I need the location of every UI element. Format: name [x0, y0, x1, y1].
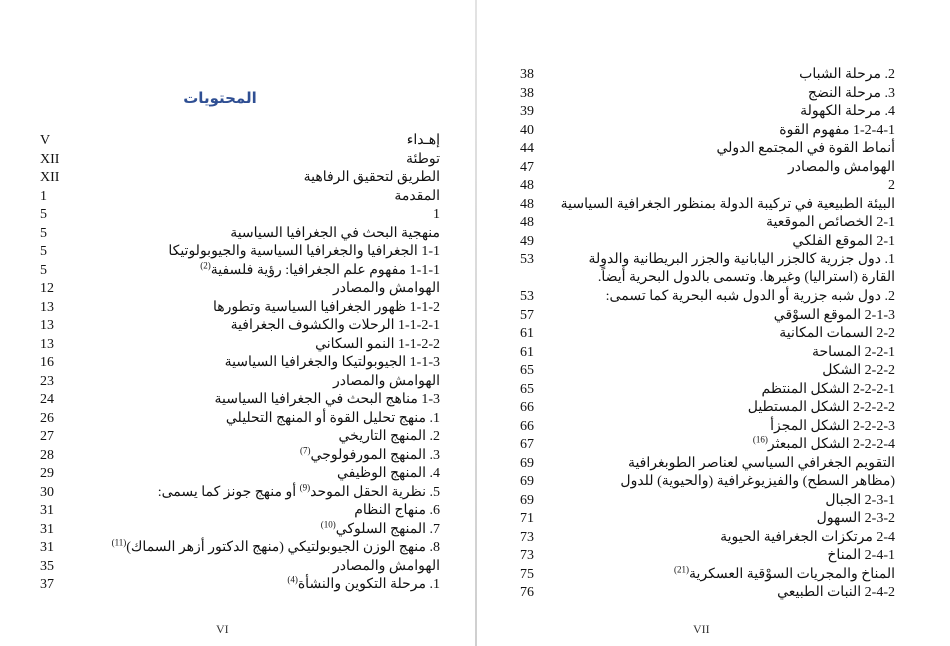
toc-entry [520, 381, 895, 400]
toc-entry [520, 418, 895, 437]
toc-entry-page-number: 37 [40, 577, 54, 592]
toc-entry-title [560, 103, 895, 121]
toc-entry [40, 354, 440, 373]
toc-entry [520, 563, 895, 585]
footnote-marker: (11) [111, 537, 127, 548]
toc-entry-page-number: 44 [520, 141, 534, 156]
toc-entry [520, 122, 895, 141]
toc-entry-page-number: 73 [520, 529, 534, 545]
toc-entry [520, 473, 895, 492]
toc-entry [520, 436, 895, 455]
toc-entry [520, 492, 895, 511]
toc-entry [520, 159, 895, 178]
toc-entry [40, 410, 440, 429]
toc-entry-page-number: 65 [520, 381, 534, 397]
toc-entry [40, 518, 440, 540]
toc-entry-title [105, 502, 440, 520]
toc-entry-page-number: 69 [520, 492, 534, 508]
toc-entry [40, 280, 440, 299]
toc-entry-title [560, 251, 895, 287]
toc-entry-page-number: V [40, 133, 51, 148]
toc-entry-title [560, 455, 895, 473]
toc-entry-title [105, 299, 440, 317]
toc-entry-page-number: 69 [520, 474, 534, 489]
toc-entry-title [560, 85, 895, 103]
toc-entry-page-number: 66 [520, 418, 534, 434]
toc-entry-title-text: 2-2-2 الشكل [822, 363, 895, 378]
toc-entry [40, 373, 440, 392]
toc-entry-title-text: أنماط القوة في المجتمع الدولي [716, 141, 895, 156]
toc-entry-title [560, 473, 895, 491]
toc-entry-title [560, 547, 895, 565]
toc-entry-title-text: 4. المنهج الوظيفي [337, 466, 440, 481]
toc-entry-title-text: 2-2-1 المساحة [812, 344, 895, 360]
toc-entry-title [560, 140, 895, 158]
toc-entry-page-number: 53 [520, 289, 534, 304]
toc-entry-title [105, 169, 440, 187]
toc-entry-title-text: المقدمة [394, 188, 440, 204]
toc-entry-title [105, 243, 440, 261]
toc-entry-page-number: 61 [520, 344, 534, 360]
toc-entry [40, 428, 440, 447]
toc-entry [520, 288, 895, 307]
toc-entry-title-text: 2. دول شبه جزرية أو الدول شبه البحرية كما تسمى: [605, 289, 895, 304]
toc-entry-page-number: 5 [40, 262, 47, 278]
toc-entry-title-text: 1-1-2-2 النمو السكاني [315, 336, 440, 352]
toc-entry [520, 66, 895, 85]
toc-entry-page-number: 49 [520, 233, 534, 249]
toc-entry-title [560, 381, 895, 399]
toc-entry-title-text: 7. المنهج السلوكي [335, 521, 440, 537]
toc-entry-title-text: 1-1-3 الجيوبولتيكا والجغرافيا السياسية [224, 355, 440, 370]
toc-entry-page-number: 71 [520, 511, 534, 526]
contents-heading: المحتويات [183, 89, 257, 107]
toc-entry-title-text: 1. منهج تحليل القوة أو المنهج التحليلي [225, 410, 440, 426]
toc-entry [40, 299, 440, 318]
toc-entry [520, 233, 895, 252]
toc-entry-title [560, 307, 895, 325]
toc-entry-title [105, 317, 440, 335]
toc-entry-title-text: 3. المنهج المورفولوجي [310, 447, 440, 463]
toc-entry-title [105, 354, 440, 372]
toc-entry-title-text: 2-4-2 النبات الطبيعي [777, 585, 895, 600]
toc-entry-page-number: 27 [40, 429, 54, 444]
toc-entry [40, 502, 440, 521]
toc-entry-title-text: 3. مرحلة النضج [807, 85, 895, 101]
toc-entry-title [105, 410, 440, 428]
toc-entry [520, 399, 895, 418]
toc-entry [520, 455, 895, 474]
toc-entry-title-text: 8. منهج الوزن الجيوبولتيكي (منهج الدكتور أزهر السماك) [126, 540, 440, 555]
toc-entry-page-number: 57 [520, 307, 534, 323]
toc-entry-page-number: 48 [520, 215, 534, 230]
toc-entry-title [560, 436, 895, 454]
toc-entry-title-text: الطريق لتحقيق الرفاهية [303, 170, 440, 185]
toc-entry-title-text: 2. المنهج التاريخي [338, 429, 440, 444]
toc-entry-title [105, 373, 440, 391]
toc-entry-page-number: 5 [40, 207, 47, 222]
toc-list-right [520, 66, 895, 603]
toc-entry-title [105, 280, 440, 298]
toc-entry [520, 584, 895, 603]
toc-entry-title-text: الهوامش والمصادر [788, 159, 895, 175]
toc-entry-title [105, 428, 440, 446]
toc-entry-title [105, 576, 440, 594]
toc-entry [40, 132, 440, 151]
toc-entry-page-number: 73 [520, 548, 534, 563]
toc-entry-title [560, 214, 895, 232]
toc-entry-title [105, 539, 440, 557]
toc-entry-title-text: 2-2-2-3 الشكل المجزأ [770, 418, 895, 434]
toc-entry-title-text: 1 [433, 207, 440, 222]
toc-entry [520, 140, 895, 159]
toc-entry-page-number: 75 [520, 566, 534, 582]
toc-entry [40, 539, 440, 558]
toc-entry-page-number: 35 [40, 558, 54, 574]
toc-entry-title-continuation: أو منهج جونز كما يسمى: [157, 484, 300, 500]
toc-entry-page-number: 29 [40, 466, 54, 481]
toc-entry-title-text: 1-3 مناهج البحث في الجغرافيا السياسية [214, 392, 440, 407]
toc-entry-title [560, 529, 895, 547]
toc-entry-title-text: 2-3-2 السهول [816, 511, 895, 526]
toc-entry [40, 336, 440, 355]
toc-entry [520, 177, 895, 196]
toc-entry-page-number: 67 [520, 437, 534, 452]
toc-entry-title-text: 2-1-3 الموقع السوْقي [773, 307, 895, 323]
toc-entry [40, 169, 440, 188]
toc-entry-title [105, 336, 440, 354]
toc-entry-title [105, 225, 440, 243]
toc-entry-title-text: منهجية البحث في الجغرافيا السياسية [230, 225, 440, 241]
toc-entry-title [560, 66, 895, 84]
toc-entry-page-number: 30 [40, 484, 54, 500]
toc-entry-title-text: الهوامش والمصادر [333, 373, 440, 389]
toc-entry [40, 465, 440, 484]
toc-entry-title-text: 1-1 الجغرافيا والجغرافيا السياسية والجيوبولوتيكا [168, 244, 440, 259]
toc-entry-page-number: 23 [40, 373, 54, 389]
toc-entry-title [105, 481, 440, 502]
toc-entry-title-text: توطئة [405, 151, 440, 167]
footnote-marker: (4) [287, 574, 298, 585]
toc-entry [40, 225, 440, 244]
toc-entry-title-text: 2 [888, 178, 895, 193]
toc-entry [520, 196, 895, 215]
toc-entry-title [105, 151, 440, 169]
toc-entry-title-text: 4. مرحلة الكهولة [800, 104, 895, 119]
toc-entry-page-number: 5 [40, 244, 47, 259]
toc-entry-title [105, 518, 440, 539]
toc-entry [520, 251, 895, 288]
toc-entry-title-text: 2-3-1 الجبال [825, 492, 895, 508]
toc-entry [40, 188, 440, 207]
toc-entry-title-text: 2-1 الموقع الفلكي [792, 233, 895, 249]
toc-entry-title [105, 558, 440, 576]
toc-entry-title [560, 233, 895, 251]
toc-entry-title-text: 2-2-2-4 الشكل المبعثر [767, 437, 895, 452]
toc-entry-page-number: 38 [520, 67, 534, 82]
toc-entry [520, 214, 895, 233]
toc-entry-title [105, 188, 440, 206]
footnote-marker: (16) [752, 434, 768, 445]
footnote-marker: (9) [299, 481, 311, 492]
toc-entry-page-number: 13 [40, 299, 54, 315]
toc-entry-title [105, 444, 440, 465]
toc-entry-page-number: 40 [520, 122, 534, 138]
toc-entry-title [560, 362, 895, 380]
toc-entry-page-number: 39 [520, 104, 534, 119]
toc-entry [520, 362, 895, 381]
toc-entry-page-number: 53 [520, 252, 534, 267]
toc-entry-title [560, 399, 895, 417]
toc-entry-page-number: 13 [40, 318, 54, 333]
toc-entry-page-number: 69 [520, 455, 534, 471]
toc-entry [520, 85, 895, 104]
toc-entry-title-text: 2-2-2-2 الشكل المستطيل [747, 400, 895, 415]
toc-entry-title-text: التقويم الجغرافي السياسي لعناصر الطوبغرافية [627, 455, 895, 471]
toc-entry-title [560, 122, 895, 140]
toc-entry [40, 206, 440, 225]
toc-entry [40, 151, 440, 170]
toc-entry-title [560, 418, 895, 436]
toc-entry [520, 344, 895, 363]
footnote-marker: (10) [320, 518, 336, 529]
toc-entry-page-number: 47 [520, 159, 534, 175]
toc-entry [40, 444, 440, 466]
toc-entry-page-number: XII [40, 170, 60, 185]
toc-entry-title-text: 2-2 السمات المكانية [779, 326, 895, 341]
toc-entry-page-number: 76 [520, 585, 534, 600]
toc-entry-title-text: 2-1 الخصائص الموقعية [766, 215, 895, 230]
toc-entry-page-number: 13 [40, 336, 54, 352]
toc-entry [40, 558, 440, 577]
toc-entry [520, 510, 895, 529]
toc-entry-title-text: 2. مرحلة الشباب [799, 67, 895, 82]
toc-entry-title [560, 344, 895, 362]
toc-entry-title-text: 1-1-1 مفهوم علم الجغرافيا: رؤية فلسفية [210, 262, 440, 278]
toc-entry-title [105, 259, 440, 280]
toc-entry [40, 317, 440, 336]
toc-entry-title-text: 2-4 مرتكزات الجغرافية الحيوية [720, 529, 895, 545]
toc-entry-page-number: 31 [40, 540, 54, 555]
toc-entry-title [560, 159, 895, 177]
toc-entry-title-text: 1-1-2 ظهور الجغرافيا السياسية وتطورها [212, 299, 440, 315]
toc-entry-page-number: 26 [40, 410, 54, 426]
toc-entry [520, 103, 895, 122]
toc-entry-page-number: 48 [520, 178, 534, 193]
toc-entry [40, 243, 440, 262]
toc-entry [520, 529, 895, 548]
toc-entry-title [560, 177, 895, 195]
toc-entry-title-text: 2-4-1 المناخ [827, 548, 895, 563]
toc-entry [520, 307, 895, 326]
toc-entry-page-number: 31 [40, 503, 54, 518]
toc-entry-title-text: المناخ والمجريات السوْقية العسكرية [689, 566, 895, 582]
toc-entry-title [105, 132, 440, 150]
toc-entry-title-text: 6. منهاج النظام [354, 503, 440, 518]
toc-entry [40, 576, 440, 595]
toc-entry-title-text: (مظاهر السطح) والفيزيوغرافية (والحيوية) للدول [620, 474, 895, 489]
toc-entry [520, 325, 895, 344]
toc-entry-page-number: 24 [40, 392, 54, 407]
toc-entry-title [560, 492, 895, 510]
toc-entry-title [560, 563, 895, 584]
page-number-right: VII [693, 622, 710, 636]
footnote-marker: (21) [674, 563, 690, 574]
toc-entry-title-text: 5. نظرية الحقل الموحد [310, 484, 440, 500]
toc-entry-title [105, 465, 440, 483]
toc-entry-title-text: إهـداء [406, 133, 440, 148]
toc-entry-title [560, 510, 895, 528]
toc-entry-title [560, 196, 895, 214]
toc-entry-page-number: 5 [40, 225, 47, 241]
toc-entry-page-number: 28 [40, 447, 54, 463]
toc-entry-page-number: 16 [40, 355, 54, 370]
toc-entry-title [560, 584, 895, 602]
toc-entry-title [560, 288, 895, 306]
toc-entry-title-text: البيئة الطبيعية في تركيبة الدولة بمنظور الجغرافية السياسية [560, 196, 895, 212]
page-number-left: VI [216, 622, 229, 636]
toc-entry-title-text: 2-2-2-1 الشكل المنتظم [761, 381, 895, 397]
toc-entry-title-text: 1. دول جزرية كالجزر اليابانية والجزر البريطانية والدولة القارة (استراليا) وغيرها. وتسمى بالدول البحرية أيضاً. [588, 252, 895, 285]
footnote-marker: (2) [200, 259, 211, 270]
toc-entry [40, 391, 440, 410]
toc-entry-page-number: 66 [520, 400, 534, 415]
toc-entry-title [105, 206, 440, 224]
toc-entry-page-number: 38 [520, 85, 534, 101]
toc-entry [40, 481, 440, 503]
toc-entry [40, 259, 440, 281]
toc-entry-page-number: 61 [520, 326, 534, 341]
toc-entry-page-number: 48 [520, 196, 534, 212]
toc-entry-title-text: الهوامش والمصادر [333, 281, 440, 296]
toc-entry-page-number: 12 [40, 281, 54, 296]
toc-entry-title [560, 325, 895, 343]
toc-entry-page-number: 65 [520, 363, 534, 378]
toc-entry-title-text: 1-2-4-1 مفهوم القوة [779, 122, 895, 138]
toc-entry-title-text: 1-1-2-1 الرحلات والكشوف الجغرافية [230, 318, 440, 333]
toc-entry [520, 547, 895, 566]
toc-entry-title [105, 391, 440, 409]
toc-entry-title-text: الهوامش والمصادر [333, 558, 440, 574]
footnote-marker: (7) [300, 444, 311, 455]
toc-entry-title-text: 1. مرحلة التكوين والنشأة [297, 577, 440, 592]
toc-list-left [40, 132, 440, 595]
toc-entry-page-number: 31 [40, 521, 54, 537]
toc-entry-page-number: 1 [40, 188, 47, 204]
toc-entry-page-number: XII [40, 151, 60, 167]
